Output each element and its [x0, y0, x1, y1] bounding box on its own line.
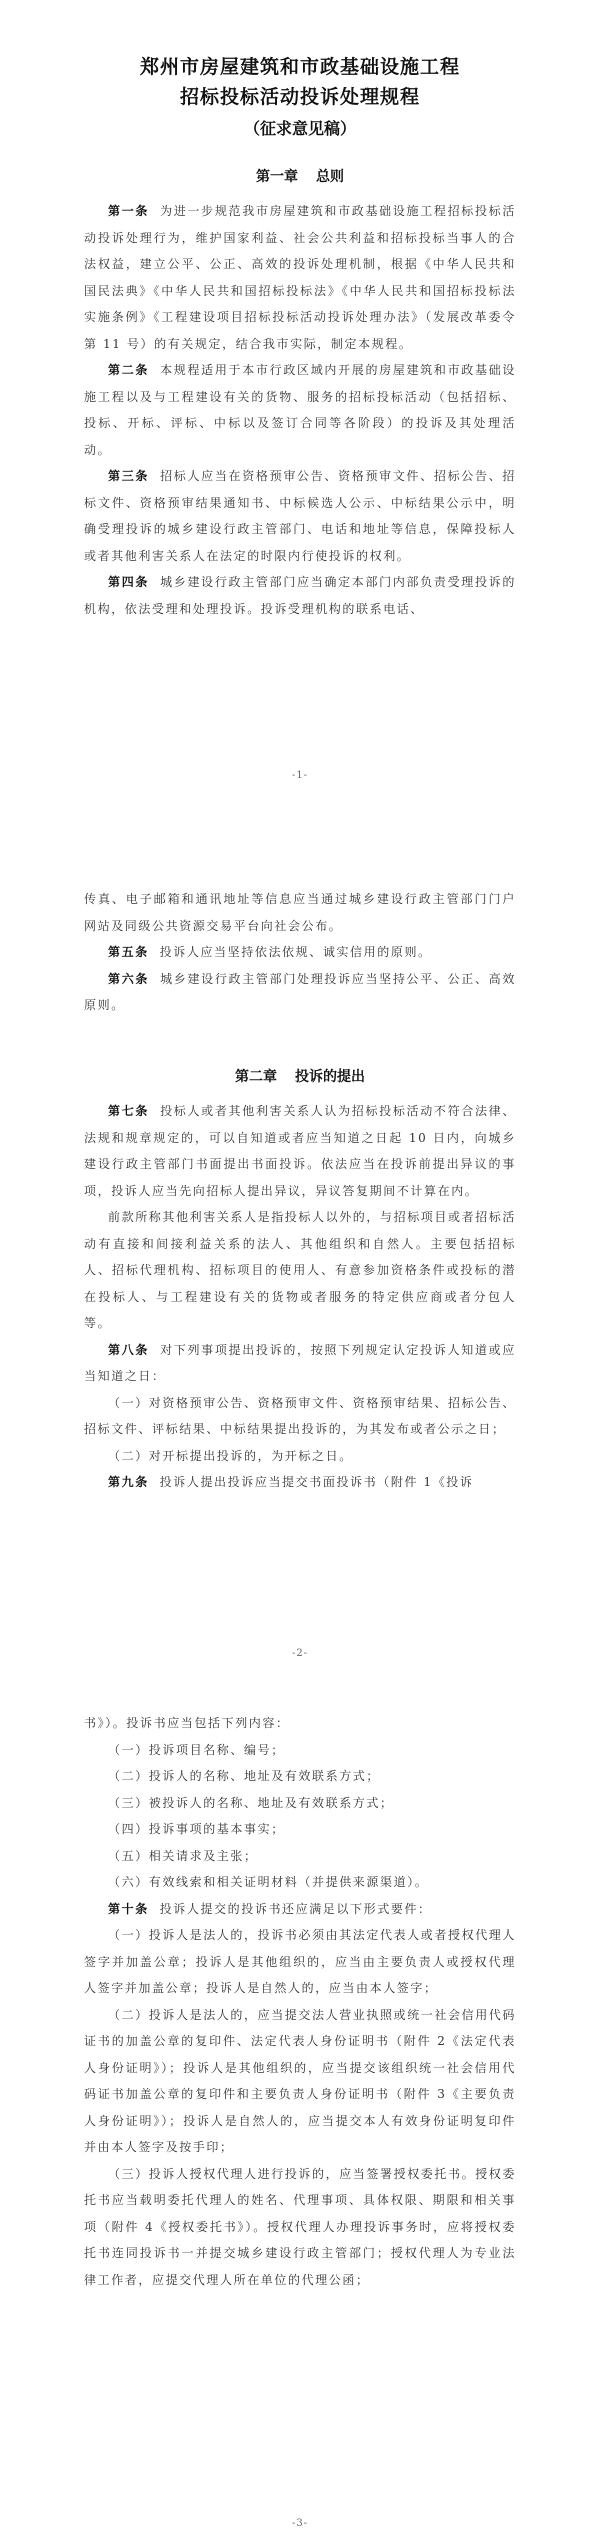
article-9-label: 第九条 [108, 1475, 149, 1489]
article-9-text-part1: 投诉人提出投诉应当提交书面投诉书（附件 1《投诉 [159, 1475, 474, 1489]
article-10-item-2: （二）投诉人是法人的，应当提交法人营业执照或统一社会信用代码证书的加盖公章的复印件、法定代表人身份证明书（附件 2《法定代表人身份证明》）；投诉人是其他组织的，应当提交该组织统一社会信用代码证书加盖公章的复印件和主要负责人身份证明书（附件 3《主要负责人身份证明》）；投诉人是自然人的，应当提交本人有效身份证明复印件并由本人签字及按手印； [84, 2007, 517, 2154]
article-8-text: 对下列事项提出投诉的，按照下列规定认定投诉人知道或应当知道之日： [84, 1342, 516, 1383]
article-9-item-4: （四）投诉事项的基本事实； [108, 1822, 285, 1836]
document-page-1 [0, 0, 600, 830]
chapter-1-number: 第一章 [256, 169, 298, 185]
article-4-part2: 传真、电子邮箱和通讯地址等信息应当通过城乡建设行政主管部门门户网站及同级公共资源交易平台向社会公布。 [84, 892, 516, 933]
article-4-label: 第四条 [108, 575, 150, 589]
article-3 [84, 463, 516, 569]
article-8-label: 第八条 [108, 1342, 150, 1357]
article-8-item-2: （二）对开标提出投诉的，为开标之日。 [108, 1448, 353, 1463]
article-4-part1 [84, 569, 516, 622]
chapter-2-number: 第二章 [235, 1069, 277, 1085]
article-7-text: 投标人或者其他利害关系人认为招标投标活动不符合法律、法规和规章规定的，可以自知道或者应当知道之日起 10 日内，向城乡建设行政主管部门书面提出书面投诉。依法应当在投诉前提出异议的事项，投诉人应当先向招标人提出异议，异议答复期间不计算在内。 [84, 1104, 516, 1198]
chapter-1-heading [84, 164, 516, 190]
article-8 [84, 1337, 516, 1390]
article-3-text: 招标人应当在资格预审公告、资格预审文件、招标公告、招标文件、资格预审结果通知书、中标候选人公示、中标结果公示中，明确受理投诉的城乡建设行政主管部门、电话和地址等信息，保障投标人或者其他利害关系人在法定的时限内行使投诉的权利。 [84, 469, 516, 563]
article-2-label: 第二条 [108, 363, 150, 377]
article-7-paragraph-2: 前款所称其他利害关系人是指投标人以外的，与招标项目或者招标活动有直接和间接利益关系的法人、其他组织和自然人。主要包括招标人、招标代理机构、招标项目的使用人、有意参加资格条件或投标的潜在投标人、与工程建设有关的货物或者服务的特定供应商或者分包人等。 [84, 1210, 517, 1330]
article-10-item-1: （一）投诉人是法人的，投诉书必须由其法定代表人或者授权代理人签字并加盖公章；投诉人是其他组织的，应当由主要负责人或授权代理人签字并加盖公章；投诉人是自然人的，应当由本人签字； [84, 1928, 517, 1995]
article-9-item-5: （五）相关请求及主张； [108, 1848, 258, 1863]
article-6-label: 第六条 [108, 971, 150, 986]
document-title-line1: 郑州市房屋建筑和市政基础设施工程 [139, 56, 460, 78]
article-9-item-3: （三）被投诉人的名称、地址及有效联系方式； [108, 1795, 394, 1810]
article-10-text: 投诉人提交的投诉书还应满足以下形式要件： [159, 1901, 432, 1916]
article-6 [84, 966, 516, 1019]
article-8-item-1: （一）对资格预审公告、资格预审文件、资格预审结果、招标公告、招标文件、评标结果、中标结果提出投诉的，为其发布或者公示之日； [84, 1395, 517, 1436]
article-1-text: 为进一步规范我市房屋建筑和市政基础设施工程招标投标活动投诉处理行为，维护国家利益、社会公共利益和招标投标当事人的合法权益，建立公平、公正、高效的投诉处理机制，根据《中华人民共和国民法典》《中华人民共和国招标投标法》《中华人民共和国招标投标法实施条例》《工程建设项目招标投标活动投诉处理办法》（发展改革委令第 11 号）的有关规定，结合我市实际，制定本规程。 [84, 204, 516, 351]
article-9-item-1: （一）投诉项目名称、编号； [108, 1742, 285, 1757]
page-number-3: -3- [291, 2518, 309, 2529]
article-5-label: 第五条 [108, 945, 149, 959]
article-2-text: 本规程适用于本市行政区域内开展的房屋建筑和市政基础设施工程以及与工程建设有关的货物、服务的招标投标活动（包括招标、投标、开标、评标、中标以及签订合同等各阶段）的投诉及其处理活动。 [84, 363, 516, 457]
article-9-part1 [84, 1469, 516, 1496]
article-1 [84, 198, 516, 357]
article-9-part2: 书》）。投诉书应当包括下列内容： [84, 1716, 290, 1730]
chapter-2-heading [84, 1064, 516, 1090]
article-10 [84, 1896, 516, 1923]
article-4-text-part1: 城乡建设行政主管部门应当确定本部门内部负责受理投诉的机构，依法受理和处理投诉。投诉受理机构的联系电话、 [84, 575, 516, 616]
article-10-label: 第十条 [108, 1901, 149, 1916]
chapter-1-name: 总则 [316, 169, 344, 185]
article-1-label: 第一条 [108, 204, 150, 218]
article-9-item-2: （二）投诉人的名称、地址及有效联系方式； [108, 1769, 381, 1783]
chapter-2-name: 投诉的提出 [295, 1069, 365, 1085]
page-number-2: -2- [291, 1648, 309, 1659]
document-subtitle: （征求意见稿） [243, 119, 356, 138]
document-page-3 [0, 1690, 600, 2546]
document-page-2 [0, 830, 600, 1690]
document-title-line2: 招标投标活动投诉处理规程 [179, 86, 420, 108]
article-3-label: 第三条 [108, 469, 150, 483]
article-7-label: 第七条 [108, 1104, 150, 1118]
article-5 [84, 939, 516, 966]
article-7 [84, 1098, 516, 1204]
article-6-text: 城乡建设行政主管部门处理投诉应当坚持公平、公正、高效原则。 [84, 971, 516, 1012]
article-10-item-3: （三）投诉人授权代理人进行投诉的，应当签署授权委托书。授权委托书应当载明委托代理人的姓名、代理事项、具体权限、期限和相关事项（附件 4《授权委托书》）。授权代理人办理投诉事务时，应将授权委托书连同投诉书一并提交城乡建设行政主管部门；授权代理人为专业法律工作者，应提交代理人所在单位的代理公函； [84, 2166, 517, 2287]
page-number-1: -1- [291, 770, 309, 781]
article-5-text: 投诉人应当坚持依法依规、诚实信用的原则。 [159, 945, 432, 959]
article-2 [84, 357, 516, 463]
article-9-item-6: （六）有效线索和相关证明材料（并提供来源渠道）。 [108, 1875, 429, 1889]
